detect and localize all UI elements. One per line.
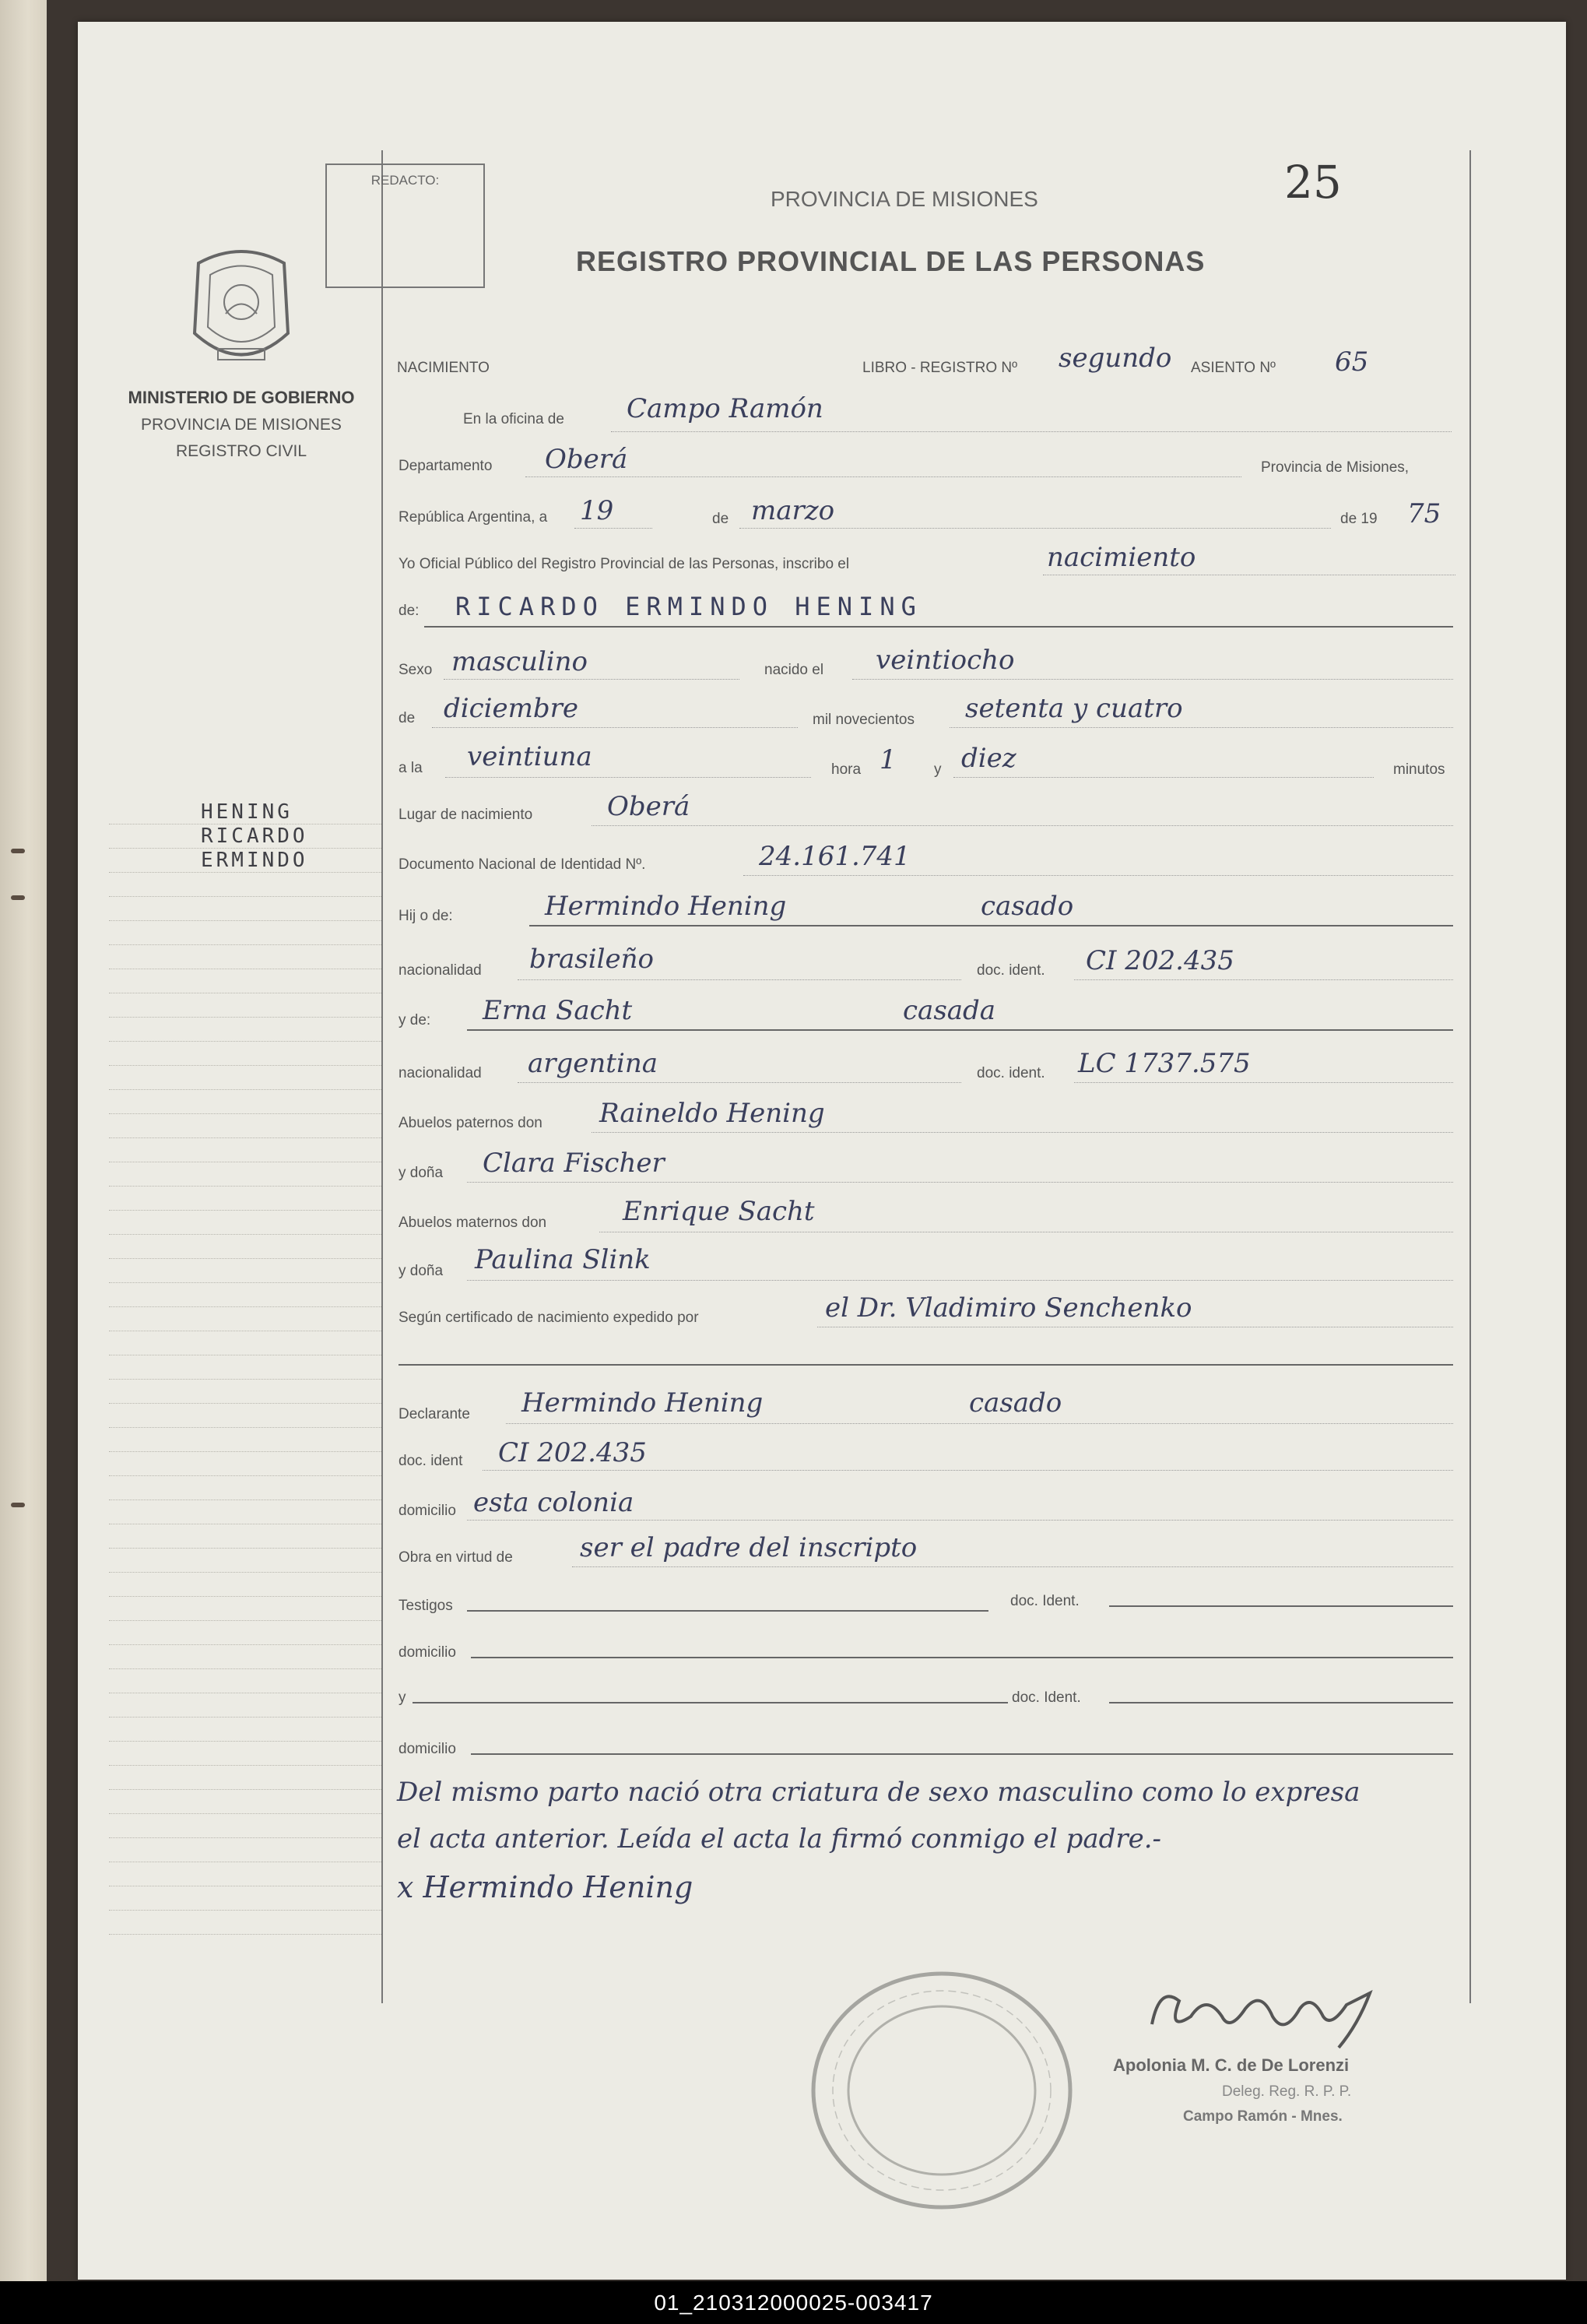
- lugar-label: Lugar de nacimiento: [399, 807, 533, 823]
- redacto-label: REDACTO:: [370, 173, 440, 188]
- file-id-bar: [0, 2281, 1587, 2324]
- obra-value: ser el padre del inscripto: [580, 1532, 918, 1563]
- registrar-signoff: [1113, 1970, 1417, 2125]
- declarante-name: Hermindo Hening: [521, 1387, 764, 1419]
- segun-label: Según certificado de nacimiento expedido por: [399, 1310, 699, 1326]
- testigos-label: Testigos: [399, 1598, 453, 1614]
- sexo-label: Sexo: [399, 662, 433, 678]
- declarante-estado: casado: [969, 1387, 1062, 1419]
- ministry-registry: REGISTRO CIVIL: [175, 442, 307, 460]
- ala-value: veintiuna: [467, 741, 592, 772]
- binder-strip: [0, 0, 47, 2281]
- testigo1-doc-label: doc. Ident.: [1010, 1593, 1080, 1609]
- padre-estado: casado: [981, 891, 1074, 922]
- registrar-place: Campo Ramón - Mnes.: [1183, 2108, 1343, 2125]
- province-title: PROVINCIA DE MISIONES: [771, 187, 1038, 211]
- declarante-doc: CI 202.435: [498, 1437, 647, 1468]
- de2-label: de: [399, 710, 416, 726]
- day-value: 19: [580, 495, 614, 526]
- margin-note-surname: HENING: [109, 800, 381, 824]
- declarante-doc-label: doc. ident: [399, 1453, 463, 1469]
- padre-doc: CI 202.435: [1086, 945, 1234, 976]
- provincia-label: Provincia de Misiones,: [1261, 459, 1410, 476]
- lugar-value: Oberá: [607, 791, 690, 822]
- binder-hole: [11, 895, 25, 900]
- minutos-label: minutos: [1393, 761, 1445, 778]
- hijo-label: Hij o de:: [399, 908, 453, 924]
- madre-label: y de:: [399, 1012, 431, 1028]
- inscribo-value: nacimiento: [1047, 542, 1196, 573]
- madre-name: Erna Sacht: [483, 995, 633, 1026]
- asiento-label: ASIENTO Nº: [1191, 360, 1276, 376]
- dni-label: Documento Nacional de Identidad Nº.: [399, 856, 646, 873]
- obra-label: Obra en virtud de: [399, 1549, 513, 1566]
- folio-number: 25: [1284, 156, 1342, 209]
- registrar-title: Deleg. Reg. R. P. P.: [1222, 2083, 1352, 2100]
- registrant-name: RICARDO ERMINDO HENING: [455, 592, 922, 621]
- oficial-statement: Yo Oficial Público del Registro Provincial de las Personas, inscribo el: [399, 556, 850, 572]
- oficina-value: Campo Ramón: [627, 393, 823, 424]
- madre-estado: casada: [903, 995, 996, 1026]
- madre-doc: LC 1737.575: [1078, 1048, 1251, 1079]
- padre-nacionalidad-label: nacionalidad: [399, 962, 482, 979]
- padre-name: Hermindo Hening: [545, 891, 787, 922]
- binder-hole: [11, 1503, 25, 1507]
- registrar-name: Apolonia M. C. de De Lorenzi: [1113, 2055, 1350, 2075]
- domicilio3-label: domicilio: [399, 1741, 456, 1757]
- ministry-name: MINISTERIO DE GOBIERNO: [128, 388, 355, 407]
- father-signature: x Hermindo Hening: [397, 1870, 693, 1904]
- dni-value: 24.161.741: [759, 841, 911, 872]
- provincial-seal-icon: [183, 240, 300, 372]
- name-label: de:: [399, 603, 420, 619]
- domicilio2-label: domicilio: [399, 1644, 456, 1661]
- asiento-value: 65: [1335, 346, 1369, 378]
- abuela-paterna-label: y doña: [399, 1165, 444, 1181]
- domicilio-value: esta colonia: [473, 1487, 634, 1518]
- year-value: 75: [1407, 498, 1441, 529]
- margin-notes: [109, 800, 381, 1935]
- note-line-1: Del mismo parto nació otra criatura de sexo masculino como lo expresa: [397, 1777, 1361, 1808]
- declarante-label: Declarante: [399, 1406, 470, 1422]
- abuelos-maternos-label: Abuelos maternos don: [399, 1215, 547, 1231]
- hora-value: 1: [880, 744, 897, 775]
- nacido-value: veintiocho: [876, 645, 1015, 676]
- testigo2-doc-label: doc. Ident.: [1012, 1689, 1081, 1706]
- abuela-materna-label: y doña: [399, 1263, 444, 1279]
- oficina-label: En la oficina de: [463, 411, 564, 427]
- departamento-value: Oberá: [545, 444, 628, 475]
- file-id: 01_210312000025-003417: [654, 2290, 933, 2315]
- libro-label: LIBRO - REGISTRO Nº: [862, 360, 1018, 376]
- margin-note-second-name: ERMINDO: [109, 849, 381, 873]
- padre-doc-label: doc. ident.: [977, 962, 1045, 979]
- abuela-paterna: Clara Fischer: [483, 1148, 665, 1179]
- note-line-2: el acta anterior. Leída el acta la firmó conmigo el padre.-: [397, 1823, 1162, 1855]
- registrar-signature-icon: [1136, 1970, 1417, 2055]
- y2-label: y: [399, 1689, 406, 1706]
- mes-value: diciembre: [444, 693, 579, 724]
- abuelos-paternos-label: Abuelos paternos don: [399, 1115, 542, 1131]
- madre-doc-label: doc. ident.: [977, 1065, 1045, 1081]
- abuelo-paterno: Raineldo Hening: [599, 1098, 825, 1129]
- month-value: marzo: [751, 495, 835, 526]
- departamento-label: Departamento: [399, 458, 493, 474]
- madre-nacionalidad: argentina: [528, 1048, 658, 1079]
- redacto-box: [325, 163, 485, 288]
- margin-note-first-name: RICARDO: [109, 824, 381, 849]
- year-label: de 19: [1340, 511, 1378, 527]
- official-stamp-icon: [802, 1962, 1082, 2219]
- registry-title: REGISTRO PROVINCIAL DE LAS PERSONAS: [576, 245, 1206, 277]
- ministry-province: PROVINCIA DE MISIONES: [141, 416, 342, 434]
- abuela-materna: Paulina Slink: [475, 1244, 651, 1275]
- domicilio-label: domicilio: [399, 1503, 456, 1519]
- libro-value: segundo: [1059, 343, 1172, 374]
- nacido-label: nacido el: [764, 662, 824, 678]
- record-type-label: NACIMIENTO: [397, 360, 490, 376]
- hora-label: hora: [831, 761, 862, 778]
- republica-label: República Argentina, a: [399, 509, 548, 526]
- min-value: diez: [961, 743, 1016, 774]
- ala-label: a la: [399, 760, 423, 776]
- padre-nacionalidad: brasileño: [529, 944, 654, 975]
- binder-hole: [11, 849, 25, 853]
- sexo-value: masculino: [451, 646, 588, 677]
- madre-nacionalidad-label: nacionalidad: [399, 1065, 482, 1081]
- segun-value: el Dr. Vladimiro Senchenko: [825, 1292, 1192, 1324]
- de-label: de: [712, 511, 729, 527]
- abuelo-materno: Enrique Sacht: [623, 1196, 815, 1227]
- y-label: y: [934, 761, 942, 778]
- anio-value: setenta y cuatro: [965, 693, 1183, 724]
- mil-label: mil novecientos: [813, 712, 915, 728]
